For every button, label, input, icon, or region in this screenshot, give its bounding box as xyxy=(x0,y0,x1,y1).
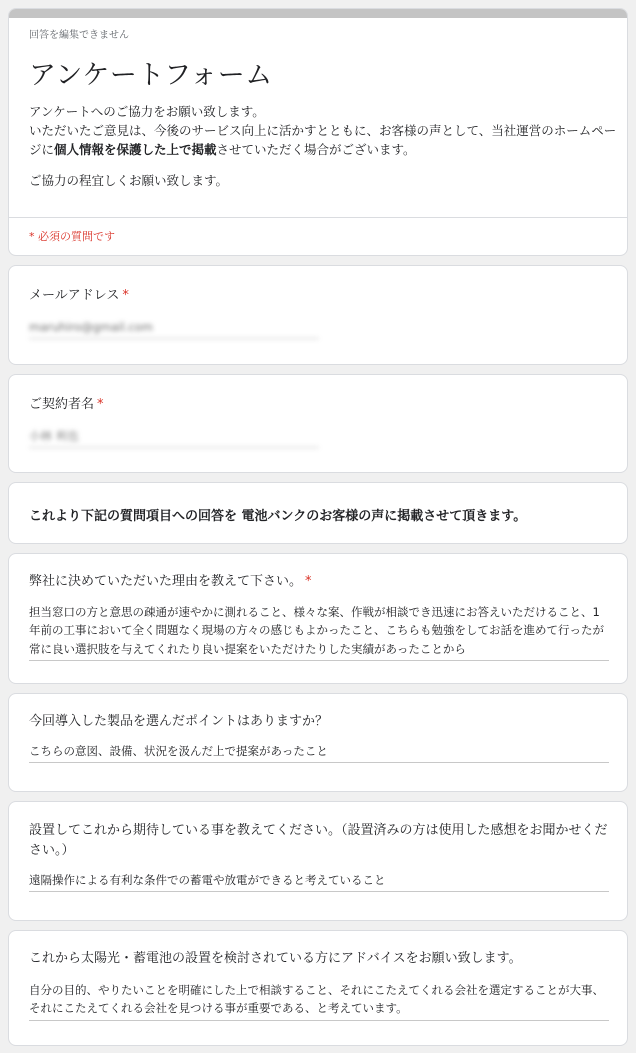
email-question-title: メールアドレス * xyxy=(29,288,129,303)
reason-question-card xyxy=(8,553,628,684)
desc-line-2: いただいたご意見は、今後のサービス向上に活かすとともに、お客様の声として、当社運営のホームページに個人情報を保護した上で掲載させていただく場合がございます。 xyxy=(29,122,617,157)
product-point-answer[interactable]: こちらの意図、設備、状況を汲んだ上で提案があったこと xyxy=(29,742,609,763)
advice-answer[interactable]: 自分の目的、やりたいことを明確にした上で相談すること、それにこたえてくれる会社を選定することが大事、それにこたえてくれる会社を見つける事が重要である、と考えています。 xyxy=(29,981,609,1021)
required-star: * xyxy=(305,574,312,589)
section-description: これより下記の質問項目への回答を 電池バンクのお客様の声に掲載させて頂きます。 xyxy=(29,509,527,524)
form-description xyxy=(29,103,621,191)
name-answer[interactable]: 小林 利也 xyxy=(29,427,319,448)
advice-question-card xyxy=(8,930,628,1046)
expectation-answer[interactable]: 遠隔操作による有利な条件での蓄電や放電ができると考えていること xyxy=(29,871,609,892)
desc-line-3: ご協力の程宜しくお願い致します。 xyxy=(29,173,229,189)
section-header-card xyxy=(8,482,628,544)
reason-question-title: 弊社に決めていただいた理由を教えて下さい。 * xyxy=(29,574,312,589)
form-header-card xyxy=(8,8,628,256)
required-star: * xyxy=(97,397,104,412)
cannot-edit-notice: 回答を編集できません xyxy=(29,30,129,41)
expectation-question-title: 設置してこれから期待している事を教えてください。（設置済みの方は使用した感想をお聞かせください。） xyxy=(29,823,608,858)
email-question-card xyxy=(8,265,628,365)
required-note: * 必須の質問です xyxy=(29,230,115,243)
product-point-question-card xyxy=(8,693,628,792)
reason-answer[interactable]: 担当窓口の方と意思の疎通が速やかに測れること、様々な案、作戦が相談でき迅速にお答えいただけること、1年前の工事において全く問題なく現場の方々の感じもよかったこと、こちらも勉強をしてお話を進めて行ったが常に良い選択肢を与えてくれたり良い提案をいただけたりした実績があったことから xyxy=(29,603,609,661)
product-point-question-title: 今回導入した製品を選んだポイントはありますか？ xyxy=(29,714,329,729)
desc-bold: 個人情報を保護した上で掲載 xyxy=(54,141,217,157)
header-accent-bar xyxy=(9,9,627,18)
required-star: * xyxy=(122,288,129,303)
expectation-question-card xyxy=(8,801,628,921)
name-question-card xyxy=(8,374,628,473)
email-answer[interactable]: maruhiro@gmail.com xyxy=(29,318,319,339)
advice-question-title: これから太陽光・蓄電池の設置を検討されている方にアドバイスをお願い致します。 xyxy=(29,951,522,966)
form-title: アンケートフォーム xyxy=(29,60,273,91)
header-divider xyxy=(9,217,627,218)
desc-line-1: アンケートへのご協力をお願い致します。 xyxy=(29,104,265,119)
name-question-title: ご契約者名 * xyxy=(29,397,104,412)
